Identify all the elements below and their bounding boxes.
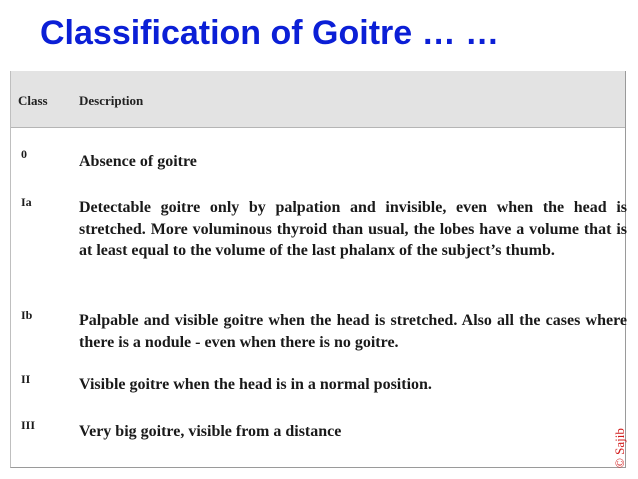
row-class-label: 0 — [21, 147, 27, 161]
row-class-label: Ib — [21, 308, 33, 322]
header-class: Class — [18, 93, 48, 108]
row-class-label: III — [21, 418, 36, 432]
row-description: Palpable and visible goitre when the head is stretched. Also all the cases where there is a nodule - even when there is no goitre. — [79, 312, 627, 351]
row-description: Absence of goitre — [79, 153, 197, 170]
header-description: Description — [79, 93, 144, 108]
classification-table — [10, 71, 626, 468]
row-class-label: II — [21, 372, 31, 386]
row-description: Very big goitre, visible from a distance — [79, 423, 342, 440]
row-class-label: Ia — [21, 195, 32, 209]
copyright-watermark: © Sajib — [612, 428, 627, 468]
row-description: Visible goitre when the head is in a normal position. — [79, 376, 432, 393]
row-description: Detectable goitre only by palpation and invisible, even when the head is stretched. More voluminous thyroid than usual, the lobes have a volume that is at least equal to the volume of the last phalanx of the subject’s thumb. — [79, 199, 627, 259]
table-header — [11, 71, 625, 128]
slide-title: Classification of Goitre … … — [40, 14, 500, 52]
